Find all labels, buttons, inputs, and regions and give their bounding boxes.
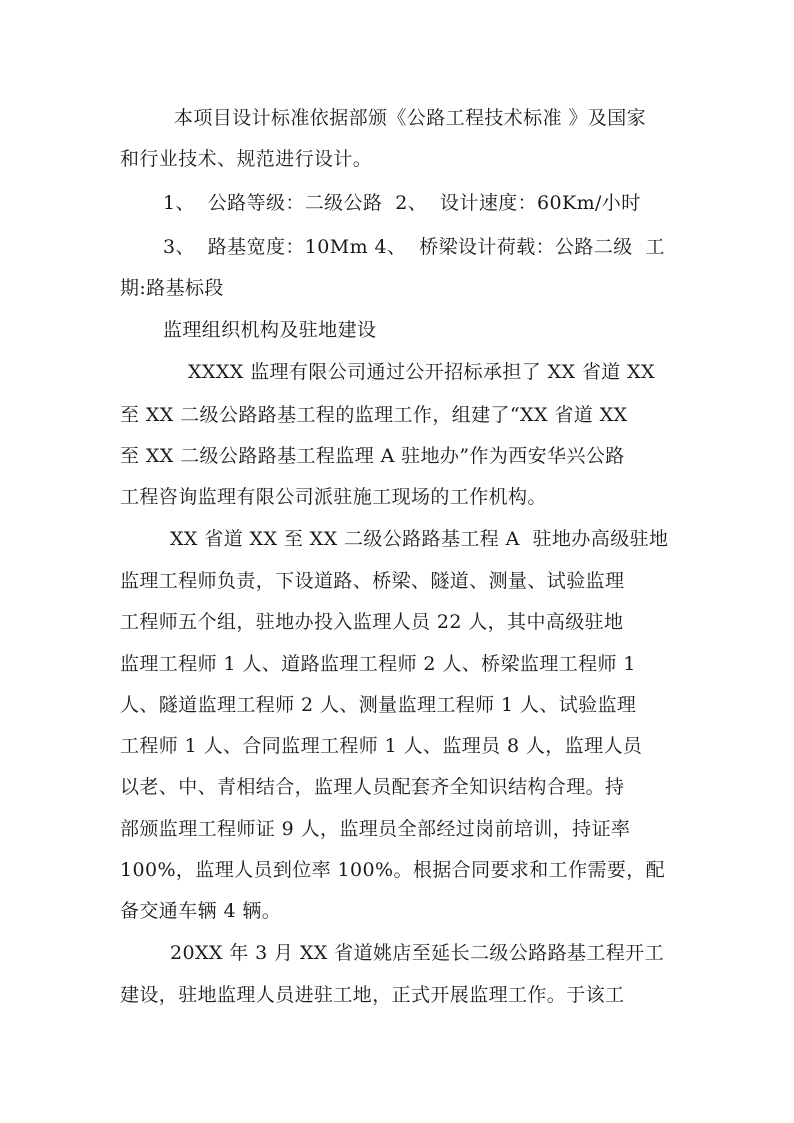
text-line: XXXX 监理有限公司通过公开招标承担了 XX 省道 XX: [188, 361, 655, 383]
text-line: 期:路基标段: [120, 277, 224, 299]
text-line: 部颁监理工程师证 9 人，监理员全部经过岗前培训，持证率: [120, 818, 631, 840]
text-line: 和行业技术、规范进行设计。: [120, 148, 373, 170]
text-line: 至 XX 二级公路路基工程的监理工作，组建了“XX 省道 XX: [120, 404, 628, 426]
text-line: 本项目设计标准依据部颁《公路工程技术标准 》及国家: [174, 107, 647, 129]
text-line: 监理工程师 1 人、道路监理工程师 2 人、桥梁监理工程师 1: [120, 653, 636, 675]
text-line: 建设，驻地监理人员进驻工地，正式开展监理工作。于该工: [120, 984, 625, 1006]
text-line: 监理工程师负责，下设道路、桥梁、隧道、测量、试验监理: [120, 570, 625, 592]
text-line: 1、 公路等级：二级公路 2、 设计速度：60Km/小时: [163, 192, 641, 214]
text-line: 工程咨询监理有限公司派驻施工现场的工作机构。: [120, 486, 547, 508]
text-line: 至 XX 二级公路路基工程监理 A 驻地办”作为西安华兴公路: [120, 445, 625, 467]
text-line: 人、隧道监理工程师 2 人、测量监理工程师 1 人、试验监理: [120, 694, 637, 716]
text-line: 备交通车辆 4 辆。: [120, 900, 282, 922]
text-line: 20XX 年 3 月 XX 省道姚店至延长二级公路路基工程开工: [170, 942, 664, 964]
section-heading: 监理组织机构及驻地建设: [163, 319, 377, 341]
text-line: 以老、中、青相结合，监理人员配套齐全知识结构合理。持: [120, 776, 625, 798]
text-line: 工程师五个组，驻地办投入监理人员 22 人，其中高级驻地: [120, 611, 624, 633]
text-line: XX 省道 XX 至 XX 二级公路路基工程 A 驻地办高级驻地: [170, 528, 669, 550]
text-line: 100%，监理人员到位率 100%。根据合同要求和工作需要，配: [120, 859, 666, 881]
text-line: 工程师 1 人、合同监理工程师 1 人、监理员 8 人，监理人员: [120, 735, 643, 757]
text-line: 3、 路基宽度：10Mm 4、 桥梁设计荷载：公路二级 工: [163, 236, 665, 258]
